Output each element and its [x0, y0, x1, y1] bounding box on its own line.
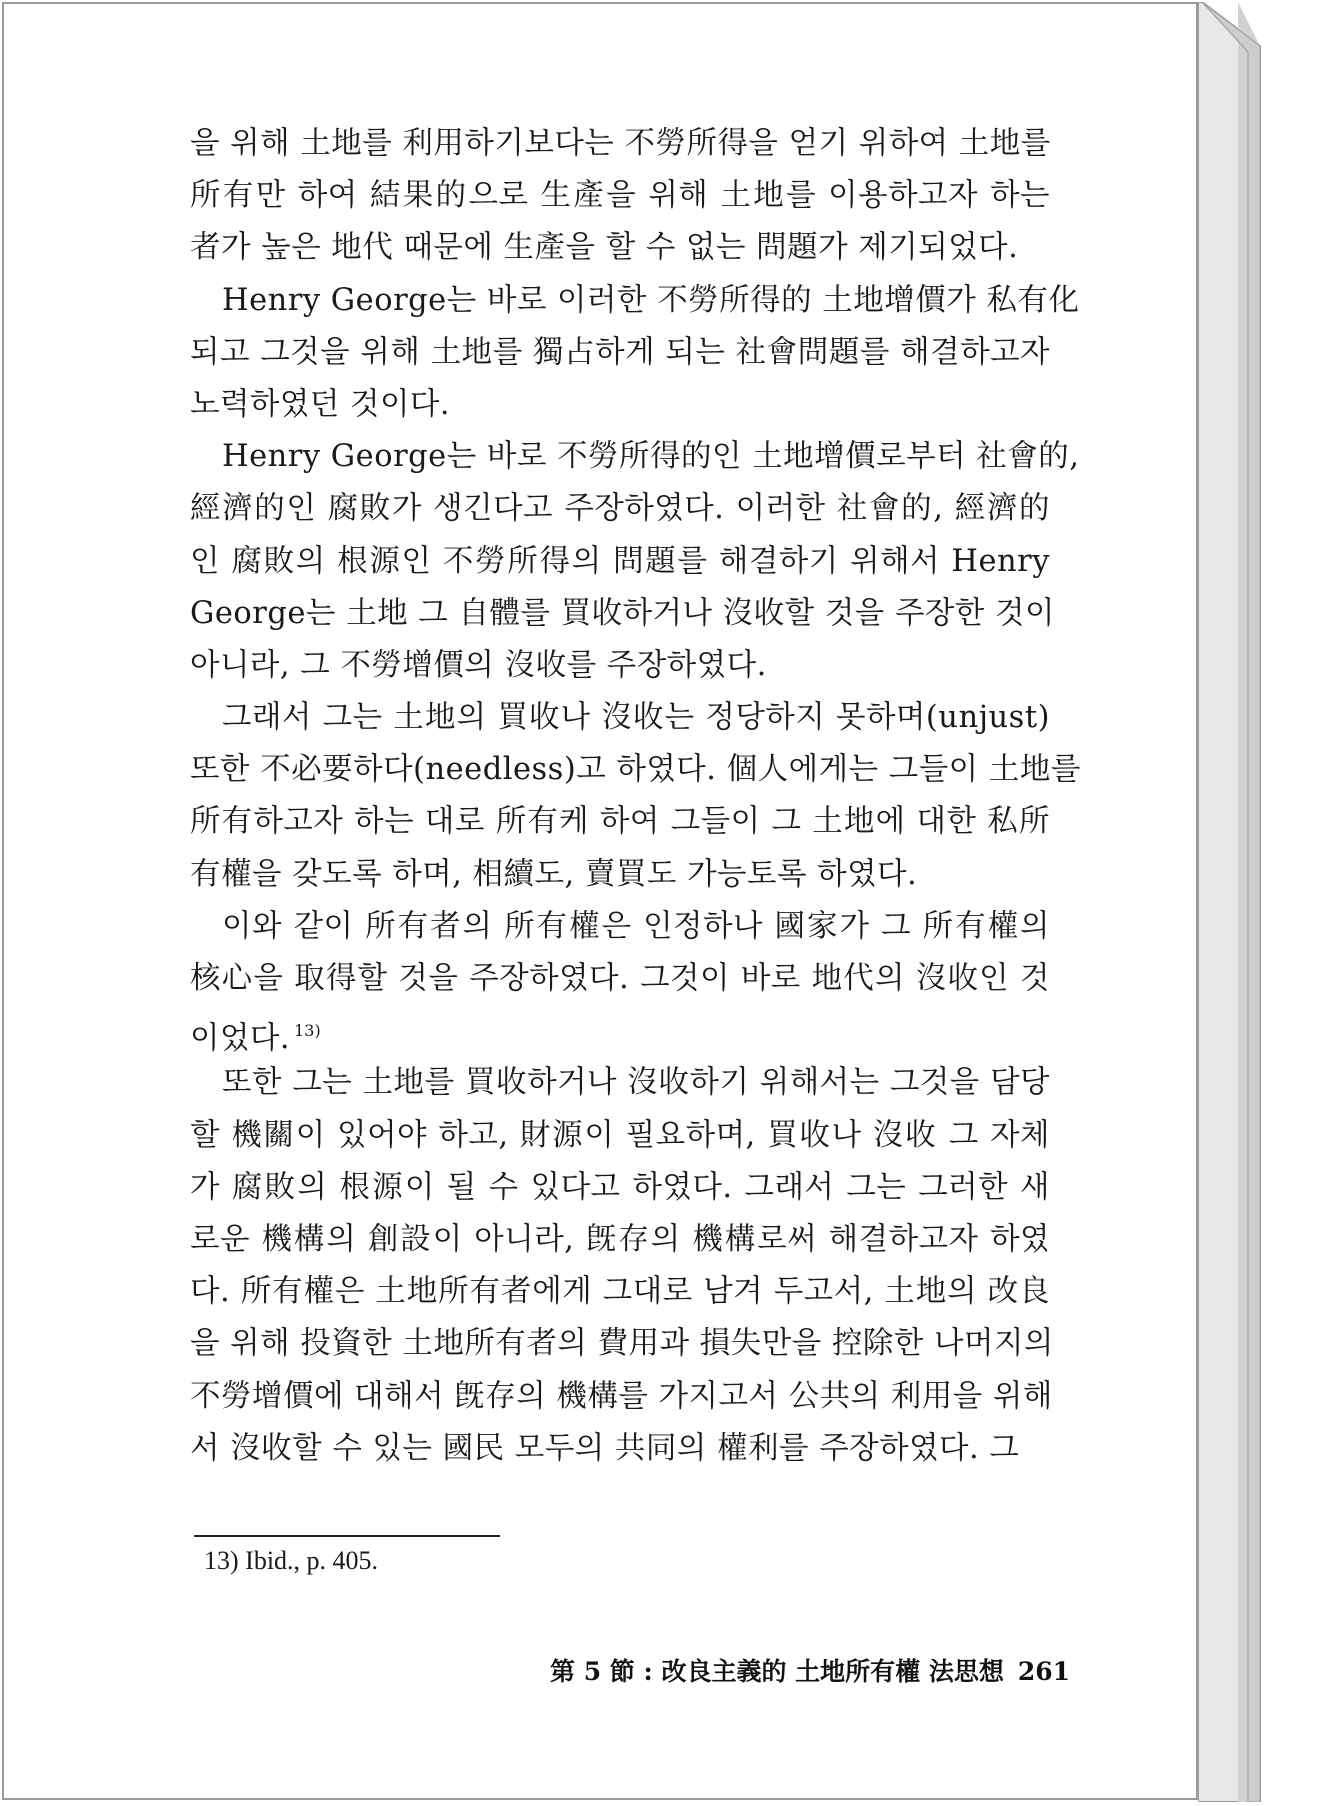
text-line: 인 腐敗의 根源인 不勞所得의 問題를 해결하기 위해서 Henry — [190, 543, 1050, 579]
text-line: 또한 그는 土地를 買收하거나 沒收하기 위해서는 그것을 담당 — [222, 1065, 1050, 1101]
page-number: 261 — [1017, 1657, 1071, 1686]
paragraph — [190, 1057, 1054, 1475]
text-line: 노력하였던 것이다. — [190, 386, 451, 422]
text-line: 有權을 갖도록 하며, 相續도, 賣買도 가능토록 하였다. — [190, 856, 918, 892]
footnote-rule — [194, 1535, 500, 1537]
text-line: 核心을 取得할 것을 주장하였다. 그것이 바로 地代의 沒收인 것 — [190, 961, 1050, 996]
paragraph — [190, 275, 1080, 432]
text-line: 아니라, 그 不勞增價의 沒收를 주장하였다. — [190, 647, 767, 683]
text-line: 로운 機構의 創設이 아니라, 旣存의 機構로써 해결하고자 하였 — [190, 1221, 1050, 1257]
text-line: 되고 그것을 위해 土地를 獨占하게 되는 社會問題를 해결하고자 — [190, 334, 1050, 370]
text-line: 所有만 하여 結果的으로 生產을 위해 土地를 이용하고자 하는 — [190, 178, 1050, 214]
running-footer — [550, 1650, 1071, 1694]
page-thickness-shape — [1198, 2, 1318, 1802]
text-line: 經濟的인 腐敗가 생긴다고 주장하였다. 이러한 社會的, 經濟的 — [190, 491, 1050, 527]
text-line: 不勞增價에 대해서 旣存의 機構를 가지고서 公共의 利用을 위해 — [190, 1378, 1053, 1414]
paragraph — [190, 118, 1050, 275]
page-edge — [1198, 2, 1318, 1802]
text-line: 이었다. $^{13)}$ — [190, 1021, 321, 1057]
text-line: 을 위해 土地를 利用하기보다는 不勞所得을 얻기 위하여 土地를 — [190, 126, 1051, 161]
text-line: 이와 같이 所有者의 所有權은 인정하나 國家가 그 所有權의 — [222, 908, 1050, 944]
text-line: 그래서 그는 土地의 買收나 沒收는 정당하지 못하며(unjust) — [222, 700, 1050, 736]
footnote: 13) Ibid., p. 405. — [204, 1546, 379, 1575]
text-line: 을 위해 投資한 土地所有者의 費用과 損失만을 控除한 나머지의 — [190, 1326, 1054, 1362]
paragraph — [190, 692, 1081, 901]
text-line: Henry George는 바로 不勞所得的인 土地增價로부터 社會的, — [222, 439, 1080, 475]
text-line: 할 機關이 있어야 하고, 財源이 필요하며, 買收나 沒收 그 자체 — [190, 1117, 1050, 1153]
text-line: 서 沒收할 수 있는 國民 모두의 共同의 權利를 주장하였다. 그 — [190, 1430, 1020, 1466]
paragraph — [190, 901, 1050, 1058]
text-line: Henry George는 바로 이러한 不勞所得的 土地增價가 私有化 — [222, 282, 1080, 318]
chapter-section-title: 第 5 節 : 改良主義的 土地所有權 法思想 — [550, 1657, 1004, 1686]
text-line: 가 腐敗의 根源이 될 수 있다고 하였다. 그래서 그는 그러한 새 — [190, 1169, 1050, 1205]
text-line: George는 土地 그 自體를 買收하거나 沒收할 것을 주장한 것이 — [190, 595, 1055, 631]
paragraph — [190, 431, 1080, 692]
footnote-reference: 13) — [294, 1021, 321, 1041]
text-line: 者가 높은 地代 때문에 生產을 할 수 없는 問題가 제기되었다. — [190, 230, 1019, 266]
text-line: 所有하고자 하는 대로 所有케 하여 그들이 그 土地에 대한 私所 — [190, 804, 1050, 840]
text-line: 또한 不必要하다(needless)고 하였다. 個人에게는 그들이 土地를 — [190, 752, 1081, 788]
text-line: 다. 所有權은 土地所有者에게 그대로 남겨 두고서, 土地의 改良 — [190, 1274, 1050, 1310]
body-text — [190, 118, 1081, 1475]
